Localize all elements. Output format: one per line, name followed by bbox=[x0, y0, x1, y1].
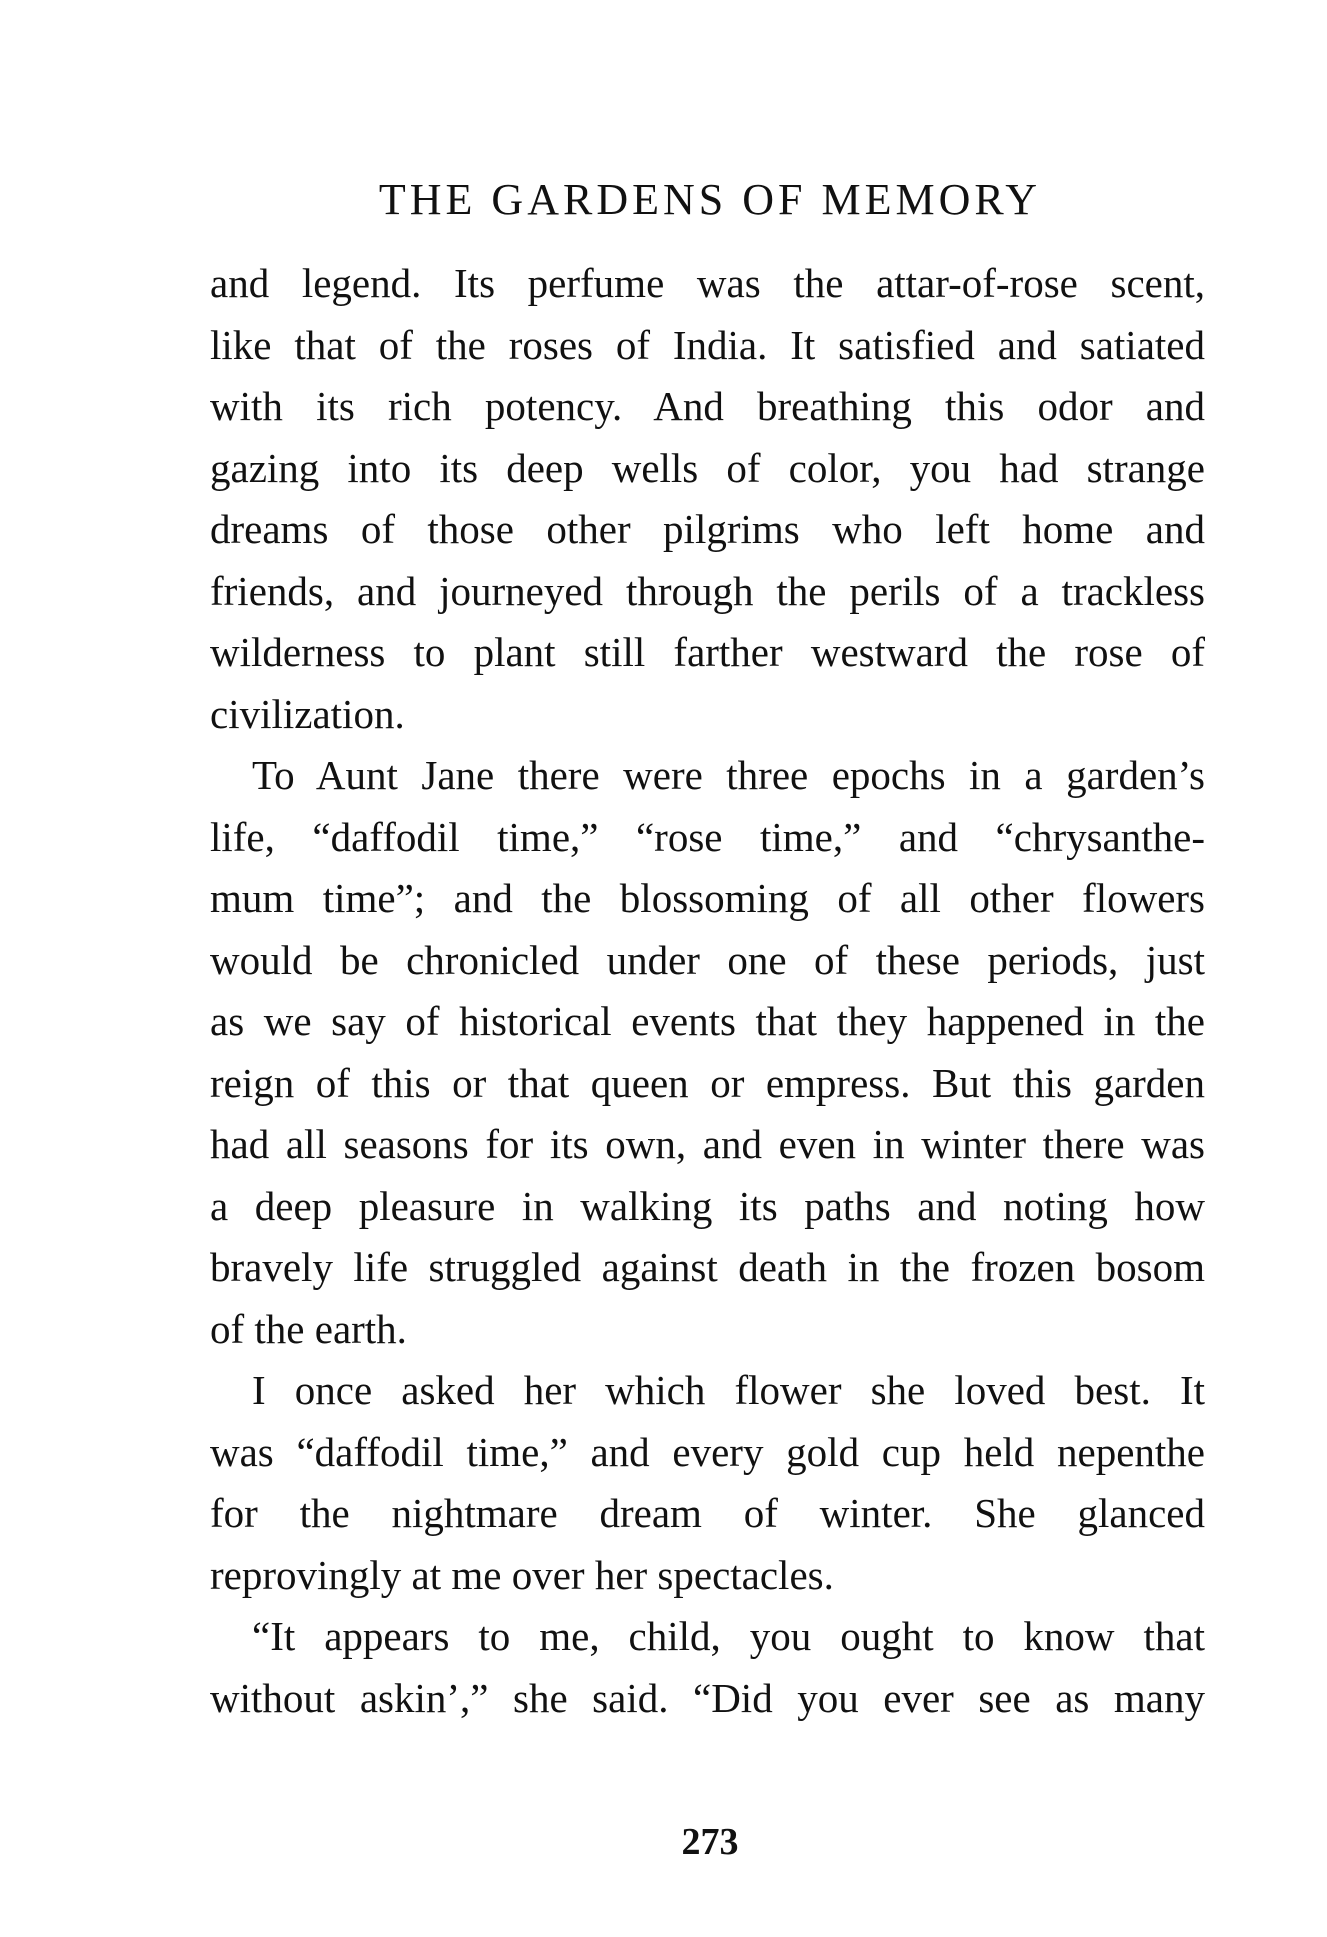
text-line: and legend. Its perfume was the attar-of-rose scent, bbox=[210, 260, 1205, 306]
paragraph-start-line: To Aunt Jane there were three epochs in a garden’s bbox=[252, 752, 1205, 798]
text-line: reign of this or that queen or empress. But this garden bbox=[210, 1059, 1205, 1106]
text-line: dreams of those other pilgrims who left home and bbox=[210, 506, 1205, 552]
text-line: without askin’,” she said. “Did you ever see as many bbox=[210, 1674, 1205, 1721]
text-line: life, “daffodil time,” “rose time,” and “chrysanthe- bbox=[210, 813, 1205, 860]
text-line: gazing into its deep wells of color, you had strange bbox=[210, 444, 1205, 491]
text-line: had all seasons for its own, and even in winter there was bbox=[210, 1121, 1205, 1167]
text-line: would be chronicled under one of these periods, just bbox=[210, 936, 1205, 983]
text-line: like that of the roses of India. It satisfied and satiated bbox=[210, 321, 1205, 368]
paragraph-end-line: reprovingly at me over her spectacles. bbox=[210, 1551, 834, 1598]
text-line: was “daffodil time,” and every gold cup held nepenthe bbox=[210, 1428, 1205, 1475]
body-text bbox=[210, 253, 1205, 1729]
page-number: 273 bbox=[681, 1821, 739, 1863]
text-line: wilderness to plant still farther westward the rose of bbox=[210, 629, 1205, 675]
paragraph-start-line: “It appears to me, child, you ought to know that bbox=[252, 1613, 1205, 1659]
paragraph-end-line: civilization. bbox=[210, 690, 405, 737]
text-line: bravely life struggled against death in the frozen bosom bbox=[210, 1244, 1205, 1290]
paragraph-end-line: of the earth. bbox=[210, 1305, 407, 1352]
running-title: THE GARDENS OF MEMORY bbox=[378, 175, 1042, 224]
text-line: mum time”; and the blossoming of all other flowers bbox=[210, 875, 1205, 921]
text-line: friends, and journeyed through the perils of a trackless bbox=[210, 567, 1205, 614]
text-line: as we say of historical events that they happened in the bbox=[210, 998, 1205, 1044]
text-line: a deep pleasure in walking its paths and noting how bbox=[210, 1182, 1205, 1229]
text-line: for the nightmare dream of winter. She glanced bbox=[210, 1490, 1205, 1536]
paragraph-start-line: I once asked her which flower she loved best. It bbox=[252, 1367, 1205, 1413]
text-line: with its rich potency. And breathing this odor and bbox=[210, 383, 1205, 429]
